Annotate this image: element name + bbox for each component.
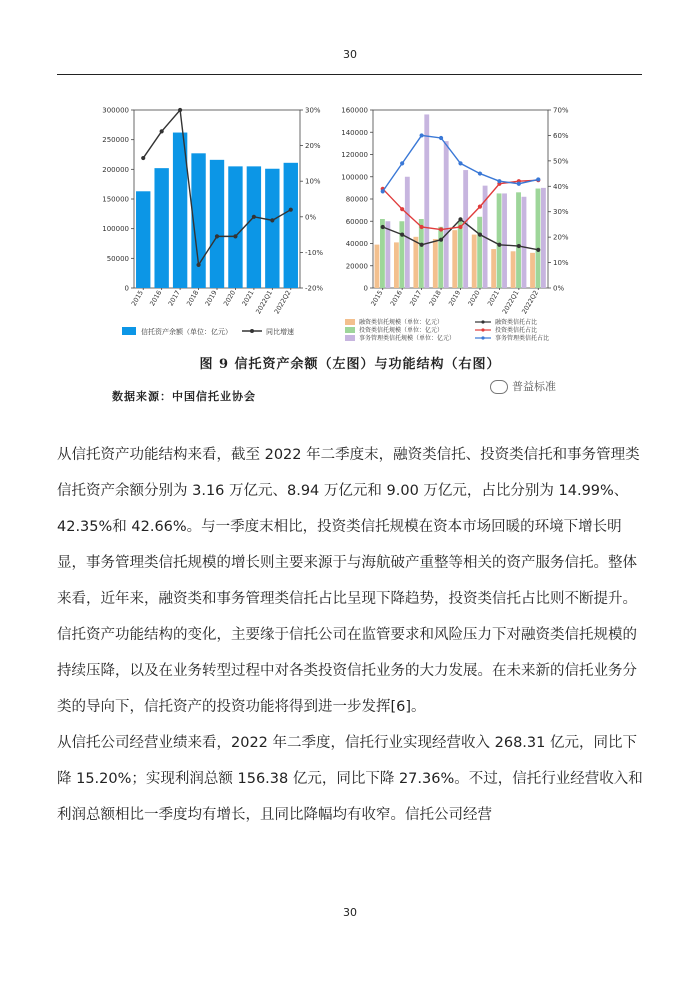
x-tick-label: 2020 (221, 289, 238, 308)
legend-swatch-bar (345, 319, 355, 325)
bar (284, 163, 298, 288)
line-point (289, 208, 293, 212)
page-number-top: 30 (343, 48, 357, 61)
line-point (458, 161, 462, 165)
x-tick-label: 2022Q1 (254, 289, 275, 316)
legend-swatch-point (481, 328, 484, 331)
y-tick-label: 200000 (102, 165, 129, 174)
paragraph: 从信托公司经营业绩来看，2022 年二季度，信托行业实现经营收入 268.31 亿元，同比下降 15.20%；实现利润总额 156.38 亿元，同比下降 27.36%。不过，信托行业经营收入和利润总额相比一季度均有增长，且同比降幅均有收窄。信托公司经营 (57, 735, 643, 823)
line-point (381, 189, 385, 193)
bar (405, 177, 410, 288)
bar (472, 235, 477, 288)
x-tick-label: 2022Q2 (272, 289, 293, 316)
legend-swatch-bar (122, 327, 136, 335)
line-point (517, 182, 521, 186)
y-tick-label: 160000 (341, 106, 368, 115)
bar (385, 221, 390, 288)
y-tick-label: 0 (363, 284, 368, 293)
y2-tick-label: 30% (553, 208, 569, 217)
bar (444, 141, 449, 288)
y2-tick-label: 0% (553, 284, 565, 293)
legend-label: 同比增速 (266, 328, 294, 336)
line-point (458, 217, 462, 221)
x-tick-label: 2021 (485, 289, 502, 308)
legend-label: 融资类信托占比 (495, 319, 538, 326)
y2-tick-label: 10% (553, 259, 569, 268)
legend-label: 事务管理类信托占比 (495, 335, 550, 342)
y2-tick-label: 40% (553, 182, 569, 191)
legend-swatch-point (481, 320, 484, 323)
legend-label: 信托资产余额（单位：亿元） (141, 328, 232, 336)
bar (458, 221, 463, 288)
bar (380, 219, 385, 288)
line-point (196, 263, 200, 267)
x-tick-label: 2019 (447, 289, 463, 308)
x-tick-label: 2017 (408, 289, 424, 308)
y-tick-label: 80000 (345, 195, 368, 204)
line-point (497, 243, 501, 247)
y-tick-label: 100000 (341, 173, 368, 182)
line-point (458, 225, 462, 229)
bar (536, 189, 541, 288)
line-point (233, 234, 237, 238)
y2-tick-label: 50% (553, 157, 569, 166)
line-point (497, 179, 501, 183)
line-point (536, 248, 540, 252)
line-point (400, 233, 404, 237)
y-tick-label: 300000 (102, 106, 129, 115)
y2-tick-label: 20% (553, 233, 569, 242)
bar (516, 192, 521, 288)
line-point (536, 177, 540, 181)
legend-label: 投资类信托占比 (495, 327, 538, 334)
data-source: 数据来源：中国信托业协会 (112, 390, 256, 403)
bar (541, 188, 546, 288)
x-tick-label: 2021 (240, 289, 256, 308)
watermark (490, 378, 556, 394)
line-point (215, 234, 219, 238)
bar (511, 251, 516, 288)
bar (452, 230, 457, 288)
x-tick-label: 2020 (466, 289, 482, 308)
bar (265, 169, 279, 288)
watermark-text: 普益标准 (512, 380, 556, 393)
legend-swatch-point (250, 329, 254, 333)
y2-tick-label: -10% (305, 248, 324, 257)
bar (433, 239, 438, 288)
function-structure-chart (335, 100, 600, 350)
line-point (517, 244, 521, 248)
line-point (439, 136, 443, 140)
bar (413, 237, 418, 288)
bar (154, 168, 168, 288)
x-tick-label: 2015 (369, 289, 385, 308)
bar (210, 160, 224, 288)
legend-swatch-bar (345, 327, 355, 333)
bar (491, 249, 496, 288)
legend-swatch-point (481, 336, 484, 339)
legend-label: 融资类信托规模（单位：亿元） (359, 319, 444, 326)
bar (522, 197, 527, 288)
page-number-bottom: 30 (343, 906, 357, 919)
y-tick-label: 60000 (345, 217, 368, 226)
line-point (400, 161, 404, 165)
line-point (252, 215, 256, 219)
bar (247, 166, 261, 288)
y2-tick-label: -20% (305, 284, 324, 293)
line-point (178, 108, 182, 112)
body-text (57, 437, 647, 833)
bar (394, 242, 399, 288)
x-tick-label: 2017 (166, 289, 182, 308)
paragraph: 从信托资产功能结构来看，截至 2022 年二季度末，融资类信托、投资类信托和事务管理类信托资产余额分别为 3.16 万亿元、8.94 万亿元和 9.00 万亿元，占比分别为 14.99%、42.35%和 42.66%。与一季度末相比，投资类信托规模在资本市场回暖的环境下增长明显，事务管理类信托规模的增长则主要来源于与海航破产重整等相关的资产服务信托。整体来看，近年来，融资类和事务管理类信托占比呈现下降趋势，投资类信托占比则不断提升。信托资产功能结构的变化，主要缘于信托公司在监管要求和风险压力下对融资类信托规模的持续压降，以及在业务转型过程中对各类投资信托业务的大力发展。在未来新的信托业务分类的导向下，信托资产的投资功能将得到进一步发挥[6]。 (57, 447, 640, 715)
bar (502, 193, 507, 288)
bar (463, 170, 468, 288)
line-point (420, 133, 424, 137)
y2-tick-label: 70% (553, 106, 569, 115)
y-tick-label: 140000 (341, 128, 368, 137)
legend-label: 事务管理类信托规模（单位：亿元） (359, 335, 456, 342)
line-point (478, 205, 482, 209)
line-point (400, 207, 404, 211)
y2-tick-label: 20% (305, 142, 321, 151)
asset-balance-chart (92, 100, 340, 350)
legend-swatch-bar (345, 335, 355, 341)
y2-tick-label: 10% (305, 177, 321, 186)
line-point (439, 227, 443, 231)
x-tick-label: 2022Q2 (520, 289, 541, 316)
figure-caption: 图 9 信托资产余额（左图）与功能结构（右图） (199, 357, 501, 372)
bar (136, 191, 150, 288)
y2-tick-label: 60% (553, 131, 569, 140)
line-point (141, 156, 145, 160)
legend-label: 投资类信托规模（单位：亿元） (359, 327, 444, 334)
y2-tick-label: 0% (305, 213, 317, 222)
line-point (439, 238, 443, 242)
line-point (420, 225, 424, 229)
y-tick-label: 0 (124, 284, 129, 293)
bar (375, 245, 380, 288)
x-tick-label: 2015 (129, 289, 145, 308)
bar (399, 221, 404, 288)
header-rule (57, 74, 642, 75)
y-tick-label: 150000 (102, 195, 129, 204)
y-tick-label: 100000 (102, 225, 129, 234)
y-tick-label: 20000 (345, 262, 368, 271)
x-tick-label: 2016 (148, 289, 164, 308)
line-point (160, 129, 164, 133)
bar (497, 193, 502, 288)
y2-tick-label: 30% (305, 106, 321, 115)
line-point (420, 243, 424, 247)
y-tick-label: 50000 (106, 254, 129, 263)
y-tick-label: 120000 (341, 151, 368, 159)
x-tick-label: 2019 (203, 289, 219, 308)
x-tick-label: 2016 (388, 289, 404, 308)
x-tick-label: 2018 (185, 289, 201, 308)
line-point (478, 171, 482, 175)
y-tick-label: 40000 (345, 240, 368, 248)
bar (419, 219, 424, 288)
bar (477, 217, 482, 288)
line-point (381, 225, 385, 229)
wechat-icon (490, 380, 508, 394)
bar (530, 253, 535, 288)
x-tick-label: 2022Q1 (500, 289, 521, 316)
x-tick-label: 2018 (427, 289, 443, 308)
bar (228, 166, 242, 288)
bar (424, 114, 429, 288)
bar (438, 227, 443, 288)
line-point (270, 218, 274, 222)
line-point (478, 233, 482, 237)
y-tick-label: 250000 (102, 136, 129, 145)
